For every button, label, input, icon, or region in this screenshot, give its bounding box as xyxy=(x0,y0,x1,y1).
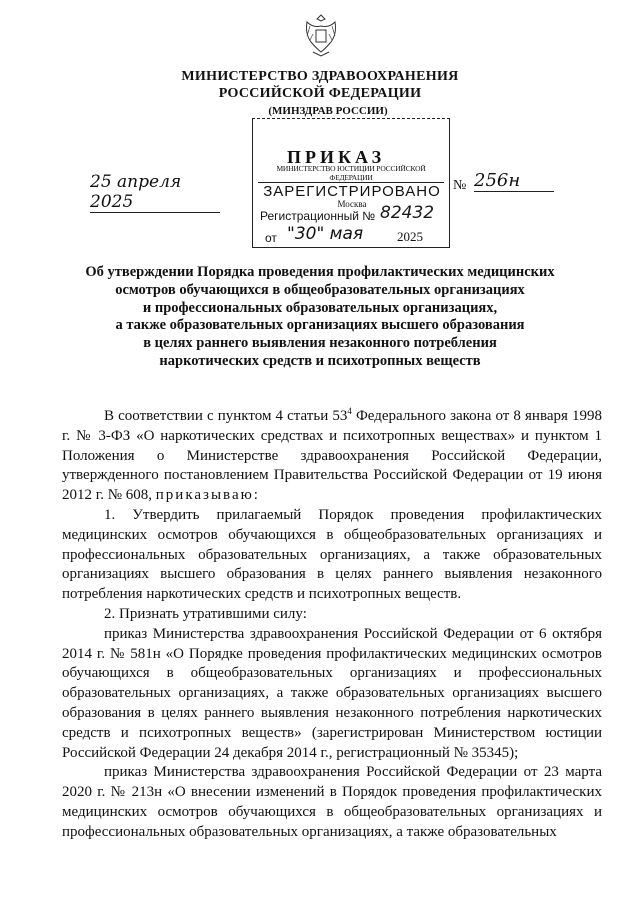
preamble-paragraph xyxy=(62,402,602,506)
preamble-text-a: В соответствии с пунктом 4 статьи 53 xyxy=(104,408,348,424)
title-line: в целях раннего выявления незаконного потребления xyxy=(143,335,497,352)
title-line: и профессиональных образовательных организациях, xyxy=(142,299,498,316)
order-verb: приказываю: xyxy=(155,487,260,504)
title-line: наркотических средств и психотропных веществ xyxy=(159,352,481,369)
coat-of-arms-icon xyxy=(301,12,341,58)
title-line: осмотров обучающихся в общеобразовательных организациях xyxy=(115,281,525,298)
stamp-from-label: от xyxy=(265,231,277,245)
order-number: 256н xyxy=(474,171,554,192)
title-line: а также образовательных организациях высшего образования xyxy=(115,317,525,334)
stamp-organization: МИНИСТЕРСТВО ЮСТИЦИИ РОССИЙСКОЙ ФЕДЕРАЦИИ xyxy=(258,164,444,183)
document-type: ПРИКАЗ xyxy=(287,147,386,167)
stamp-reg-number: 82432 xyxy=(380,203,435,223)
repealed-order-2: приказ Министерства здравоохранения Российской Федерации от 23 марта 2020 г. № 213н «О внесении изменений в Порядок проведения профилактических медицинских осмотров обучающихся в общеобразовательных организациях и профессиональных образовательных организациях, а также образовательных xyxy=(62,764,602,840)
stamp-registered: ЗАРЕГИСТРИРОВАНО xyxy=(263,183,441,200)
title-line: Об утверждении Порядка проведения профилактических медицинских xyxy=(85,264,555,280)
stamp-reg-label: Регистрационный № xyxy=(260,209,376,223)
stamp-city: Москва xyxy=(337,199,367,209)
stamp-reg-date: "30" мая xyxy=(287,224,364,244)
ministry-line-1: МИНИСТЕРСТВО ЗДРАВООХРАНЕНИЯ xyxy=(181,69,459,84)
article-superscript: 4 xyxy=(347,406,352,416)
document-body xyxy=(62,402,602,843)
order-number-label: № xyxy=(453,178,467,193)
clause-2: 2. Признать утратившими силу: xyxy=(104,605,307,622)
ministry-line-2: РОССИЙСКОЙ ФЕДЕРАЦИИ xyxy=(218,86,422,101)
clause-1: 1. Утвердить прилагаемый Порядок проведения профилактических медицинских осмотров обучающихся в общеобразовательных организациях и профессиональных образовательных организациях, а также образовательных организациях высшего образования в целях раннего выявления незаконного потребления наркотических средств и психотропных веществ. xyxy=(62,506,602,603)
preamble-text-b: Федерального закона от 8 января 1998 г. № 3-ФЗ «О наркотических средствах и психотропных веществах» и пунктом 1 Положения о Министерстве здравоохранения Российской Федерации, утвержденного постановлением Правительства Российской Федерации от 19 июня 2012 г. № 608, xyxy=(62,408,603,504)
document-title xyxy=(60,264,580,371)
repealed-order-1: приказ Министерства здравоохранения Российской Федерации от 6 октября 2014 г. № 581н «О Порядке проведения профилактических медицинских осмотров обучающихся в общеобразовательных организациях и профессиональных образовательных организациях, а также образовательных организациях высшего образования в целях раннего выявления незаконного потребления наркотических средств и психотропных веществ» (зарегистрирован Министерством юстиции Российской Федерации 24 декабря 2014 г., регистрационный № 35345); xyxy=(62,625,602,761)
ministry-name xyxy=(150,68,490,102)
ministry-short-name: (МИНЗДРАВ РОССИИ) xyxy=(268,105,388,117)
stamp-reg-year: 2025 xyxy=(397,229,423,244)
order-date: 25 апреля 2025 xyxy=(90,172,220,213)
